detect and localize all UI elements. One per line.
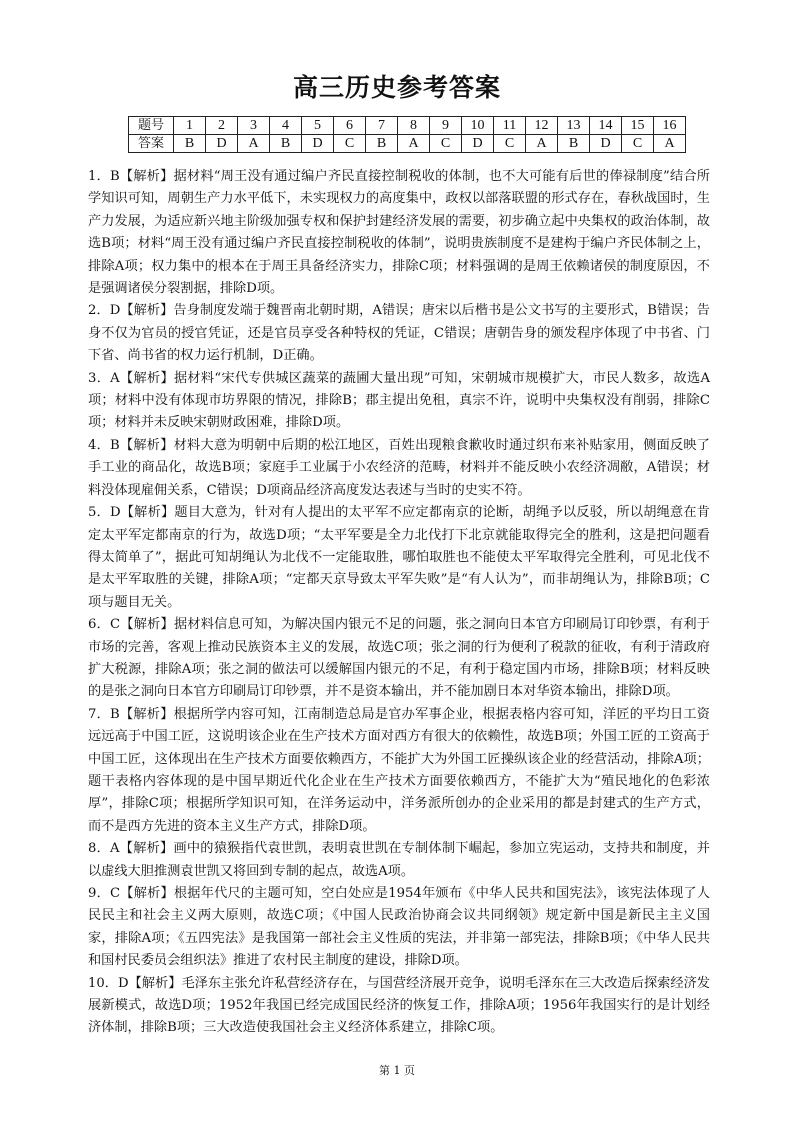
question-number-cell: 15 [622, 117, 654, 135]
answer-table [128, 116, 686, 153]
answer-cell: C [622, 135, 654, 153]
answer-explanations [88, 166, 710, 1040]
answer-cell: C [334, 135, 366, 153]
question-number-cell: 3 [238, 117, 270, 135]
answer-cell: A [398, 135, 430, 153]
explanation-item-3: 3．A【解析】据材料“宋代专供城区蔬菜的蔬圃大量出现”可知，宋朝城市规模扩大，市民人数多，故选A项；材料中没有体现市坊界限的情况，排除B；郡主提出免租，真宗不许，说明中央集权没有削弱，排除C项；材料并未反映宋朝财政困难，排除D项。 [88, 370, 710, 431]
question-number-cell: 1 [174, 117, 206, 135]
answer-cell: D [302, 135, 334, 153]
question-number-cell: 16 [654, 117, 686, 135]
question-number-row [129, 117, 686, 135]
explanation-item-4: 4．B【解析】材料大意为明朝中后期的松江地区，百姓出现粮食歉收时通过织布来补贴家用，侧面反映了手工业的商品化，故选B项；家庭手工业属于小农经济的范畴，材料并不能反映小农经济凋敝，A错误；材料没体现雇佣关系，C错误；D项商品经济高度发达表述与当时的史实不符。 [88, 437, 710, 498]
question-number-cell: 9 [430, 117, 462, 135]
question-number-cell: 8 [398, 117, 430, 135]
row-label-question-number: 题号 [129, 117, 174, 135]
page-number-footer: 第 1 页 [379, 1064, 415, 1077]
question-number-cell: 2 [206, 117, 238, 135]
page-title: 高三历史参考答案 [292, 73, 501, 102]
question-number-cell: 13 [558, 117, 590, 135]
explanation-item-5: 5．D【解析】题目大意为，针对有人提出的太平军不应定都南京的论断，胡绳予以反驳，所以胡绳意在肯定太平军定都南京的行为，故选D项；“太平军要是全力北伐打下北京就能取得完全的胜利，这是把问题看得太简单了”，据此可知胡绳认为北伐不一定能取胜，哪怕取胜也不能使太平军取得完全胜利，可见北伐不是太平军取胜的关键，排除A项；“定都天京导致太平军失败”是“有人认为”，而非胡绳认为，排除B项；C项与题目无关。 [88, 505, 710, 610]
answer-cell: B [174, 135, 206, 153]
answer-cell: A [526, 135, 558, 153]
explanation-item-8: 8．A【解析】画中的猿猴指代袁世凯，表明袁世凯在专制体制下崛起，参加立宪运动，支持共和制度，并以虚线大胆推测袁世凯又将回到专制的起点，故选A项。 [88, 841, 710, 879]
question-number-cell: 4 [270, 117, 302, 135]
answer-cell: B [558, 135, 590, 153]
answer-cell: D [462, 135, 494, 153]
explanation-item-6: 6．C【解析】据材料信息可知，为解决国内银元不足的问题，张之洞向日本官方印刷局订印钞票，有利于市场的完善，客观上推动民族资本主义的发展，故选C项；张之洞的行为便利了税款的征收，有利于清政府扩大税源，排除A项；张之洞的做法可以缓解国内银元的不足，有利于稳定国内市场，排除B项；材料反映的是张之洞向日本官方印刷局订印钞票，并不是资本输出，并不能加剧日本对华资本输出，排除D项。 [88, 617, 710, 700]
question-number-cell: 5 [302, 117, 334, 135]
answer-row [129, 135, 686, 153]
question-number-cell: 6 [334, 117, 366, 135]
answer-cell: A [238, 135, 270, 153]
question-number-cell: 10 [462, 117, 494, 135]
question-number-cell: 7 [366, 117, 398, 135]
answer-cell: C [494, 135, 526, 153]
question-number-cell: 12 [526, 117, 558, 135]
answer-cell: D [590, 135, 622, 153]
answer-cell: C [430, 135, 462, 153]
row-label-answer: 答案 [129, 135, 174, 153]
answer-cell: B [366, 135, 398, 153]
question-number-cell: 14 [590, 117, 622, 135]
answer-cell: D [206, 135, 238, 153]
explanation-item-9: 9．C【解析】根据年代尺的主题可知，空白处应是1954年颁布《中华人民共和国宪法》，该宪法体现了人民民主和社会主义两大原则，故选C项；《中国人民政治协商会议共同纲领》规定新中国是新民主主义国家，排除A项；《五四宪法》是我国第一部社会主义性质的宪法，并非第一部宪法，排除B项；《中华人民共和国村民委员会组织法》推进了农村民主制度的建设，排除D项。 [88, 886, 710, 969]
question-number-cell: 11 [494, 117, 526, 135]
explanation-item-2: 2．D【解析】告身制度发端于魏晋南北朝时期，A错误；唐宋以后楷书是公文书写的主要形式，B错误；告身不仅为官员的授官凭证，还是官员享受各种特权的凭证，C错误；唐朝告身的颁发程序体现了中书省、门下省、尚书省的权力运行机制，D正确。 [88, 303, 710, 364]
explanation-item-1: 1．B【解析】据材料“周王没有通过编户齐民直接控制税收的体制，也不大可能有后世的俸禄制度”结合所学知识可知，周朝生产力水平低下，未实现权力的高度集中，政权以部落联盟的形式存在，春秋战国时，生产力发展，为适应新兴地主阶级加强专权和保护封建经济发展的需要，初步确立起中央集权的政治体制，故选B项；材料“周王没有通过编户齐民直接控制税收的体制”，说明贵族制度不是建构于编户齐民体制之上，排除A项；权力集中的根本在于周王具备经济实力，排除C项；材料强调的是周王依赖诸侯的制度原因，不是强调诸侯分裂割据，排除D项。 [88, 169, 710, 297]
explanation-item-7: 7．B【解析】根据所学内容可知，江南制造总局是官办军事企业，根据表格内容可知，洋匠的平均日工资远远高于中国工匠，这说明该企业在生产技术方面对西方有很大的依赖性，故选B项；外国工匠的工资高于中国工匠，这体现出在生产技术方面要依赖西方，不能扩大为外国工匠操纵该企业的经营活动，排除A项；题干表格内容体现的是中国早期近代化企业在生产技术方面要依赖西方，不能扩大为“殖民地化的色彩浓厚”，排除C项；根据所学知识可知，在洋务运动中，洋务派所创办的企业采用的都是封建式的生产方式，而不是西方先进的资本主义生产方式，排除D项。 [88, 706, 710, 834]
answer-cell: A [654, 135, 686, 153]
answer-cell: B [270, 135, 302, 153]
explanation-item-10: 10．D【解析】毛泽东主张允许私营经济存在，与国营经济展开竞争，说明毛泽东在三大改造后探索经济发展新模式，故选D项；1952年我国已经完成国民经济的恢复工作，排除A项；1956年我国实行的是计划经济体制，排除B项；三大改造使我国社会主义经济体系建立，排除C项。 [88, 975, 710, 1036]
